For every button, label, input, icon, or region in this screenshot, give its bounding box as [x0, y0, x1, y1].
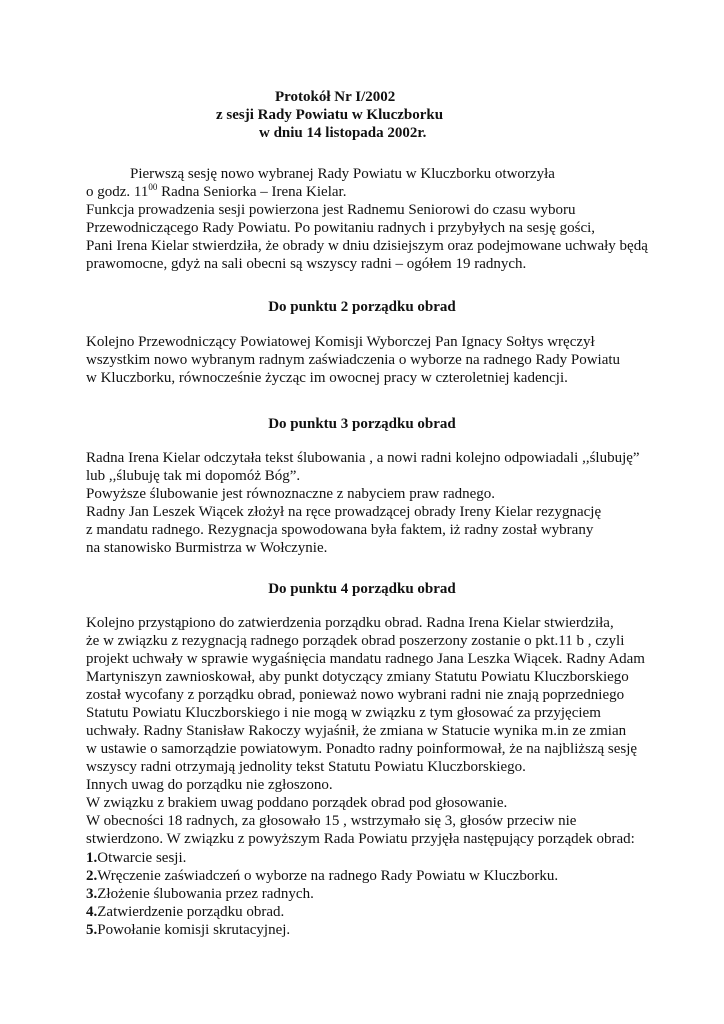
section-2-heading: Do punktu 2 porządku obrad: [268, 299, 456, 315]
agenda-item: [86, 867, 676, 885]
section-4-line: Innych uwag do porządku nie zgłoszono.: [86, 777, 333, 793]
intro-paragraph: [86, 165, 676, 273]
agenda-item-text: Otwarcie sesji.: [97, 850, 187, 866]
agenda-item-text: Zatwierdzenie porządku obrad.: [97, 904, 285, 920]
section-2-paragraph: [86, 333, 676, 387]
section-4-line: został wycofany z porządku obrad, ponieważ nowo wybrani radni nie znają poprzedniego: [86, 687, 625, 703]
agenda-item-number: 1.: [86, 850, 98, 866]
section-4-line: Statutu Powiatu Kluczborskiego i nie mogą w związku z tym głosować za przyjęciem: [86, 705, 601, 721]
agenda-item-number: 5.: [86, 922, 98, 938]
section-3-line: na stanowisko Burmistrza w Wołczynie.: [86, 540, 328, 556]
agenda-item: [86, 921, 676, 939]
section-4-line: projekt uchwały w sprawie wygaśnięcia mandatu radnego Jana Leszka Wiącek. Radny Adam: [86, 651, 645, 667]
intro-time-prefix: o godz. 11: [86, 184, 149, 200]
protocol-date: w dniu 14 listopada 2002r.: [259, 125, 427, 141]
intro-line: Przewodniczącego Rady Powiatu. Po powitaniu radnych i przybyłych na sesję gości,: [86, 220, 596, 236]
intro-line-time: [86, 183, 676, 201]
protocol-session: z sesji Rady Powiatu w Kluczborku: [216, 107, 444, 123]
section-3-line: z mandatu radnego. Rezygnacja spowodowana była faktem, iż radny został wybrany: [86, 522, 594, 538]
section-3-line: Radna Irena Kielar odczytała tekst ślubowania , a nowi radni kolejno odpowiadali ,,ślubuję”: [86, 450, 640, 466]
agenda-item-text: Złożenie ślubowania przez radnych.: [97, 886, 314, 902]
agenda-list: [86, 849, 676, 939]
section-4-line: Martyniszyn zawnioskował, aby punkt dotyczący zmiany Statutu Powiatu Kluczborskiego: [86, 669, 629, 685]
section-4-paragraph: [86, 614, 676, 848]
section-4-line: W związku z brakiem uwag poddano porządek obrad pod głosowanie.: [86, 795, 508, 811]
agenda-item: [86, 903, 676, 921]
intro-line: Funkcja prowadzenia sesji powierzona jest Radnemu Seniorowi do czasu wyboru: [86, 202, 576, 218]
section-4-heading: Do punktu 4 porządku obrad: [268, 581, 456, 597]
intro-time-minutes: 00: [148, 182, 158, 192]
protocol-title: Protokół Nr I/2002: [275, 89, 396, 105]
section-3-paragraph: [86, 449, 676, 557]
agenda-item-text: Wręczenie zaświadczeń o wyborze na radnego Rady Powiatu w Kluczborku.: [97, 868, 559, 884]
intro-line: Pani Irena Kielar stwierdziła, że obrady w dniu dzisiejszym oraz podejmowane uchwały będą: [86, 238, 648, 254]
section-3-line: Radny Jan Leszek Wiącek złożył na ręce prowadzącej obrady Ireny Kielar rezygnację: [86, 504, 602, 520]
section-4-line: Kolejno przystąpiono do zatwierdzenia porządku obrad. Radna Irena Kielar stwierdziła,: [86, 615, 614, 631]
section-4-line: stwierdzono. W związku z powyższym Rada Powiatu przyjęła następujący porządek obrad:: [86, 831, 635, 847]
section-3-heading: Do punktu 3 porządku obrad: [268, 416, 456, 432]
agenda-item: [86, 885, 676, 903]
agenda-item-number: 2.: [86, 868, 98, 884]
section-2-line: wszystkim nowo wybranym radnym zaświadczenia o wyborze na radnego Rady Powiatu: [86, 352, 621, 368]
agenda-item: [86, 849, 676, 867]
intro-time-suffix: Radna Seniorka – Irena Kielar.: [157, 184, 347, 200]
section-2-line: w Kluczborku, równocześnie życząc im owocnej pracy w czteroletniej kadencji.: [86, 370, 568, 386]
section-4-line: wszyscy radni otrzymają jednolity tekst Statutu Powiatu Kluczborskiego.: [86, 759, 526, 775]
section-3-line: lub ,,ślubuję tak mi dopomóż Bóg”.: [86, 468, 301, 484]
section-3-line: Powyższe ślubowanie jest równoznaczne z nabyciem praw radnego.: [86, 486, 496, 502]
section-2-line: Kolejno Przewodniczący Powiatowej Komisji Wyborczej Pan Ignacy Sołtys wręczył: [86, 334, 595, 350]
intro-line: Pierwszą sesję nowo wybranej Rady Powiatu w Kluczborku otworzyła: [130, 166, 555, 182]
agenda-item-number: 4.: [86, 904, 98, 920]
agenda-item-number: 3.: [86, 886, 98, 902]
intro-line: prawomocne, gdyż na sali obecni są wszyscy radni – ogółem 19 radnych.: [86, 256, 527, 272]
section-4-line: uchwały. Radny Stanisław Rakoczy wyjaśnił, że zmiana w Statucie wynika m.in ze zmian: [86, 723, 627, 739]
agenda-item-text: Powołanie komisji skrutacyjnej.: [97, 922, 291, 938]
section-4-line: W obecności 18 radnych, za głosowało 15 , wstrzymało się 3, głosów przeciw nie: [86, 813, 577, 829]
section-4-line: w ustawie o samorządzie powiatowym. Ponadto radny poinformował, że na najbliższą sesję: [86, 741, 638, 757]
section-4-line: że w związku z rezygnacją radnego porządek obrad poszerzony zostanie o pkt.11 b , czyli: [86, 633, 625, 649]
